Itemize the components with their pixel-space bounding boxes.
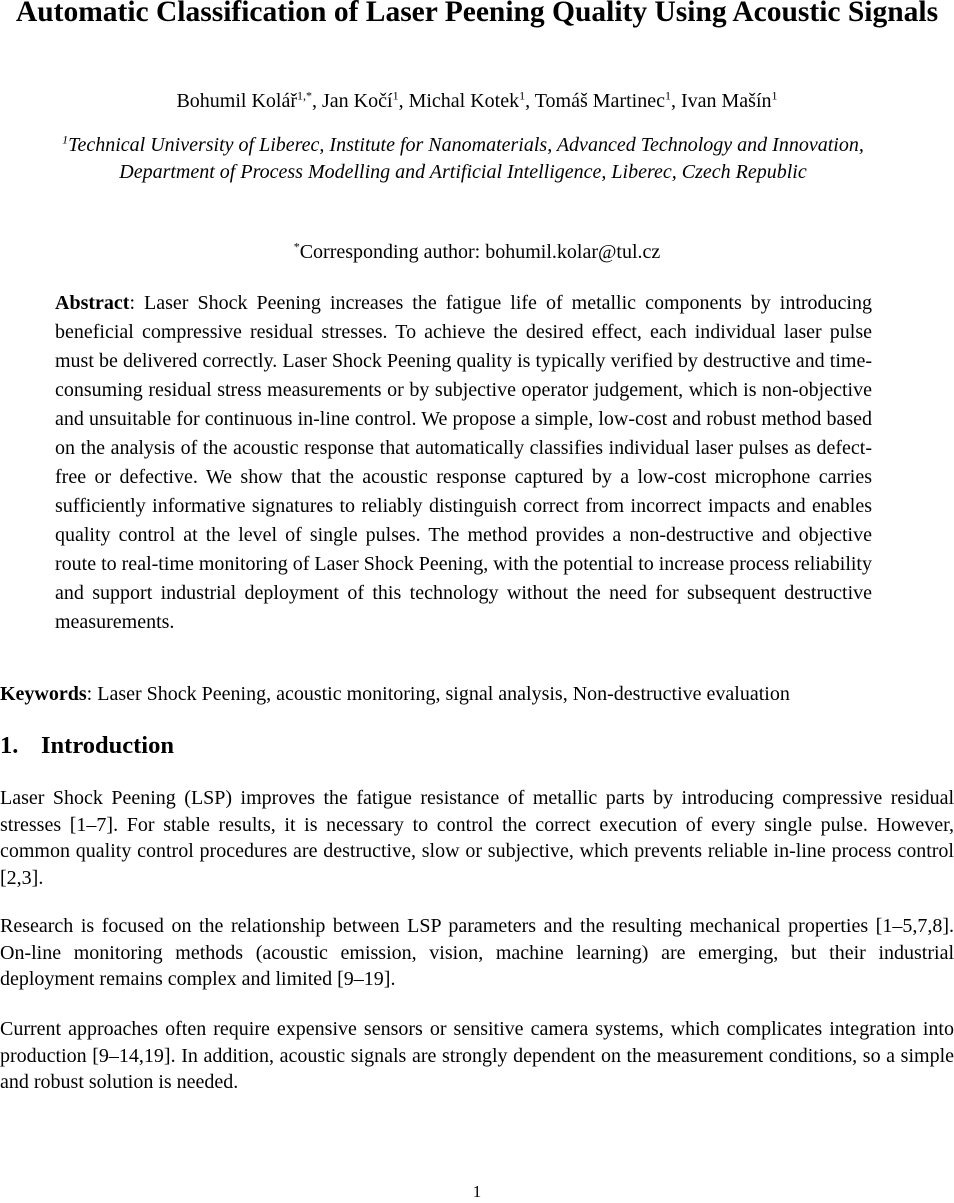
section-number: 1.: [0, 732, 19, 759]
author: Tomáš Martinec$^1$,: [534, 88, 681, 112]
affiliation: $^1$Technical University of Liberec, Institute for Nanomaterials, Advanced Technology and Innovation, Department of Process Modelling and Artificial Intelligence, Liberec, Czech Republic: [62, 132, 864, 183]
author: Jan Kočí$^1$,: [322, 88, 409, 112]
author: Michal Kotek$^1$,: [408, 88, 535, 112]
section-title: Introduction: [41, 732, 174, 759]
body-paragraph: Research is focused on the relationship between LSP parameters and the resulting mechanical properties [1–5,7,8]. On-line monitoring methods (acoustic emission, vision, machine learning) are emerging, but their industrial deployment remains complex and limited [9–19].: [0, 915, 954, 990]
abstract: [55, 289, 872, 637]
keywords: [0, 681, 954, 707]
author: Bohumil Kolář$^{1,*}$,: [176, 88, 323, 112]
keywords-text: : Laser Shock Peening, acoustic monitoring, signal analysis, Non-destructive evaluation: [86, 683, 790, 705]
paper-title: Automatic Classification of Laser Peening Quality Using Acoustic Signals: [15, 0, 939, 28]
section-heading: [0, 730, 954, 762]
author-list: [0, 88, 954, 114]
keywords-label: Keywords: [0, 683, 87, 705]
body-paragraph: Current approaches often require expensive sensors or sensitive camera systems, which complicates integration into production [9–14,19]. In addition, acoustic signals are strongly dependent on the measurement conditions, so a simple and robust solution is needed.: [0, 1018, 954, 1093]
abstract-label: Abstract: [55, 292, 130, 314]
author: Ivan Mašín$^1$: [680, 88, 778, 112]
body-paragraph: Laser Shock Peening (LSP) improves the fatigue resistance of metallic parts by introducing compressive residual stresses [1–7]. For stable results, it is necessary to control the correct execution of every single pulse. However, common quality control procedures are destructive, slow or subjective, which prevents reliable in-line process control [2,3].: [0, 787, 954, 889]
abstract-text: : Laser Shock Peening increases the fatigue life of metallic components by introducing beneficial compressive residual stresses. To achieve the desired effect, each individual laser pulse must be delivered correctly. Laser Shock Peening quality is typically verified by destructive and time-consuming residual stress measurements or by subjective operator judgement, which is non-objective and unsuitable for continuous in-line control. We propose a simple, low-cost and robust method based on the analysis of the acoustic response that automatically classifies individual laser pulses as defect-free or defective. We show that the acoustic response captured by a low-cost microphone carries sufficiently informative signatures to reliably distinguish correct from incorrect impacts and enables quality control at the level of single pulses. The method provides a non-destructive and objective route to real-time monitoring of Laser Shock Peening, with the potential to increase process reliability and support industrial deployment of this technology without the need for subsequent destructive measurements.: [55, 292, 872, 633]
page-number: 1: [472, 1182, 482, 1201]
corresponding-author: *Corresponding author: bohumil.kolar@tul.cz: [293, 239, 661, 263]
